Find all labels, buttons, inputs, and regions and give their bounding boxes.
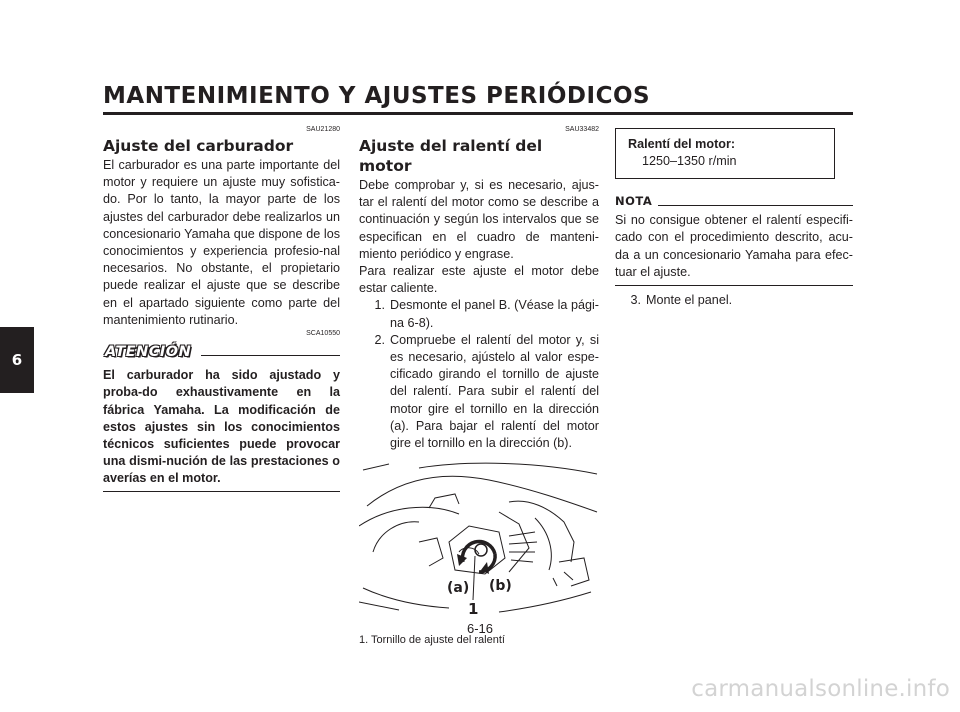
right-column: [615, 125, 853, 309]
caution-code: SCA10550: [306, 330, 340, 338]
list-item: [359, 297, 599, 331]
spec-box: [615, 128, 835, 179]
note-header: [615, 193, 853, 210]
header-rule: [103, 112, 853, 115]
carburador-paragraph: El carburador es una parte importante del motor y requiere un ajuste muy sofistica-do. Por lo tanto, la mayor parte de los ajustes del carburador debe realizarlos un concesionario Yamaha que dispone de los conocimientos y experiencia profesio-nal necesarios. No obstante, el propietario puede realizar el ajuste que se describe en el apartado siguiente como parte del mantenimiento rutinario.: [103, 158, 340, 327]
caution-label: ATENCIÓN: [105, 344, 192, 361]
engine-drawing: [359, 462, 599, 628]
step-number: 3.: [630, 293, 641, 308]
note-rule: [658, 205, 853, 206]
ralenti-paragraph-2: Para realizar este ajuste el motor debe estar caliente.: [359, 264, 599, 296]
spec-name: Ralentí del motor:: [628, 137, 736, 151]
caution-rule: [201, 355, 340, 357]
caution-end-rule: [103, 491, 340, 493]
list-item: [615, 292, 853, 309]
note-label: NOTA: [615, 194, 653, 208]
caution-header: [103, 344, 340, 361]
list-item: [359, 332, 599, 452]
steps-list: [615, 292, 853, 309]
ralenti-paragraph: Debe comprobar y, si es necesario, ajus-tar el ralentí del motor como se describe a continuación y según los intervalos que se especifican en el cuadro de manteni-miento periódico y engrase.: [359, 178, 599, 261]
section-title-carburador: Ajuste del carburador: [103, 137, 294, 155]
step-number: 2.: [374, 332, 385, 347]
figure-caption: 1. Tornillo de ajuste del ralentí: [359, 634, 505, 647]
caution-text: El carburador ha sido ajustado y proba-do exhaustivamente en la fábrica Yamaha. La modificación de estos ajustes sin los conocimientos técnicos suficientes puede provocar una dismi-nución de las prestaciones o averías en el motor.: [103, 368, 340, 486]
spec-value: 1250–1350 r/min: [642, 154, 737, 168]
label-a: (a): [447, 580, 470, 597]
watermark[interactable]: carmanualsonline.info: [691, 676, 950, 702]
label-1: 1: [468, 600, 479, 619]
idle-screw-illustration: [359, 462, 599, 628]
middle-column: [359, 125, 599, 649]
section-title-ralenti: Ajuste del ralentí del motor: [359, 137, 543, 175]
step-text: Desmonte el panel B. (Véase la pági-na 6-8).: [390, 298, 599, 330]
label-b: (b): [489, 578, 512, 595]
note-end-rule: [615, 285, 853, 286]
page-header-title: MANTENIMIENTO Y AJUSTES PERIÓDICOS: [103, 83, 651, 109]
steps-list: [359, 297, 599, 452]
step-text: Monte el panel.: [646, 293, 733, 308]
section-code: SAU33482: [565, 126, 599, 133]
step-text: Compruebe el ralentí del motor y, si es necesario, ajústelo al valor espe-cificado girando el tornillo de ajuste del ralentí. Para subir el ralentí del motor gire el tornillo en la dirección (a). Para bajar el ralentí del motor gire el tornillo en la dirección (b).: [390, 332, 599, 451]
chapter-tab[interactable]: 6: [0, 327, 34, 393]
left-column: [103, 125, 340, 492]
page-number: 6-16: [466, 621, 494, 636]
section-code: SAU21280: [306, 126, 340, 133]
step-number: 1.: [374, 298, 385, 313]
note-text: Si no consigue obtener el ralentí especifi-cado con el procedimiento descrito, acu-da a un concesionario Yamaha para efec-tuar el ajuste.: [615, 213, 853, 279]
